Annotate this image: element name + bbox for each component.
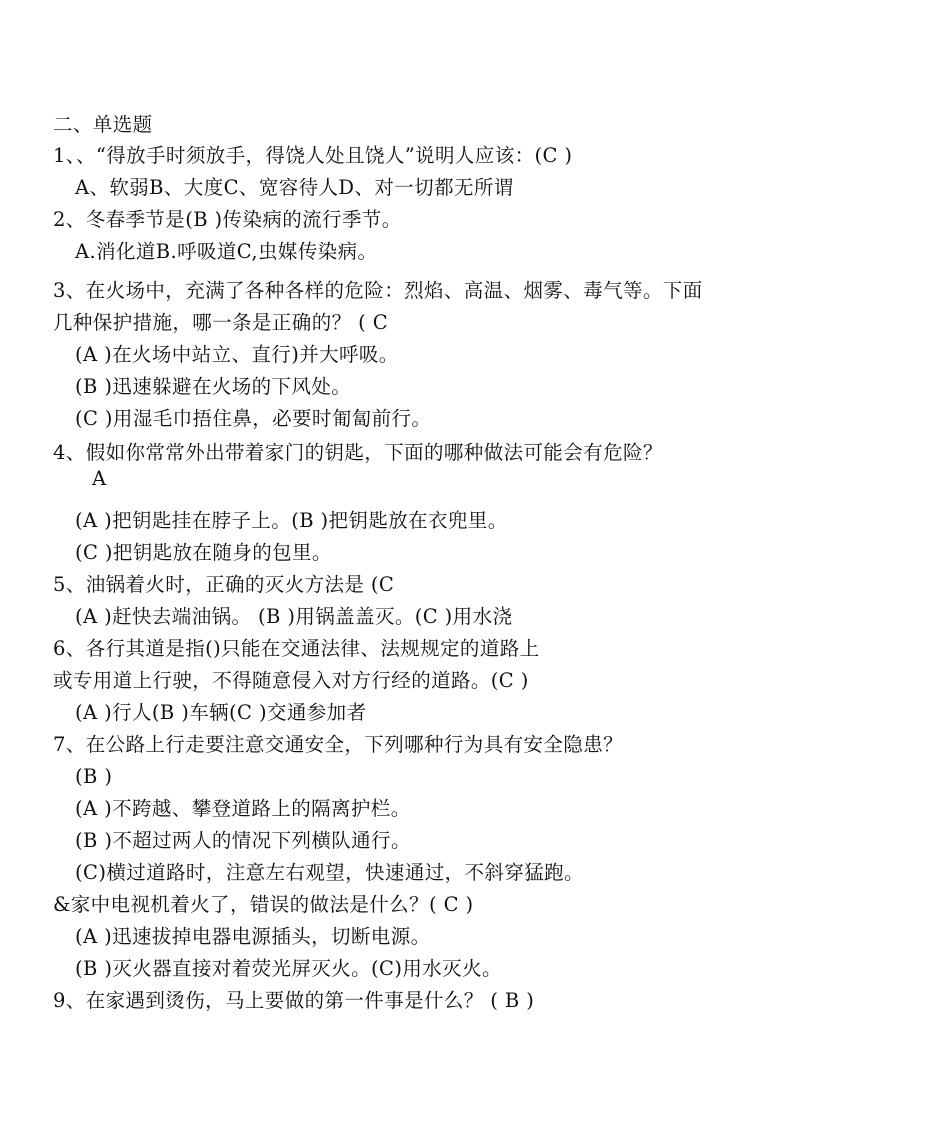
question-6-stem-continued: 或专用道上行驶，不得随意侵入对方行经的道路。(C ) — [53, 669, 529, 692]
question-2-stem: 2、冬春季节是(B )传染病的流行季节。 — [53, 208, 402, 231]
question-1-stem: 1、、“得放手时须放手，得饶人处且饶人”说明人应该：(C ) — [53, 144, 573, 167]
question-4-option-c: (C )把钥匙放在随身的包里。 — [75, 541, 332, 564]
question-7-answer: (B ) — [75, 765, 113, 788]
question-7-option-b: (B )不超过两人的情况下列横队通行。 — [75, 829, 411, 852]
question-5-stem: 5、油锅着火时，正确的灭火方法是 (C — [53, 573, 395, 596]
question-1-options: A、软弱B、大度C、宽容待人D、对一切都无所谓 — [75, 176, 514, 199]
question-7-option-c: (C)横过道路时，注意左右观望，快速通过，不斜穿猛跑。 — [75, 861, 584, 884]
question-7-stem: 7、在公路上行走要注意交通安全，下列哪种行为具有安全隐患？ — [53, 733, 624, 756]
question-2-options: A.消化道B.呼吸道C,虫媒传染病。 — [75, 240, 378, 263]
question-4-answer: A — [92, 467, 107, 490]
question-3-stem-continued: 几种保护措施，哪一条是正确的？ ( C — [53, 311, 389, 334]
question-8-stem: &家中电视机着火了，错误的做法是什么？( C ) — [53, 893, 474, 916]
question-3-stem: 3、在火场中，充满了各种各样的危险：烈焰、高温、烟雾、毒气等。下面 — [53, 279, 703, 302]
question-4-options-ab: (A )把钥匙挂在脖子上。(B )把钥匙放在衣兜里。 — [75, 509, 508, 532]
question-5-options: (A )赶快去端油锅。 (B )用锅盖盖灭。(C )用水浇 — [75, 605, 513, 628]
question-6-options: (A )行人(B )车辆(C )交通参加者 — [75, 701, 367, 724]
question-8-options-bc: (B )灭火器直接对着荧光屏灭火。(C)用水灭火。 — [75, 957, 502, 980]
question-3-option-b: (B )迅速躲避在火场的下风处。 — [75, 375, 352, 398]
question-7-option-a: (A )不跨越、攀登道路上的隔离护栏。 — [75, 797, 411, 820]
question-3-option-c: (C )用湿毛巾捂住鼻，必要时匍匐前行。 — [75, 407, 432, 430]
question-6-stem: 6、各行其道是指()只能在交通法律、法规规定的道路上 — [53, 637, 540, 660]
question-4-stem: 4、假如你常常外出带着家门的钥匙，下面的哪种做法可能会有危险？ — [53, 441, 663, 464]
section-heading: 二、单选题 — [53, 113, 153, 136]
question-8-option-a: (A )迅速拔掉电器电源插头，切断电源。 — [75, 925, 431, 948]
question-3-option-a: (A )在火场中站立、直行)并大呼吸。 — [75, 343, 399, 366]
question-9-stem: 9、在家遇到烫伤，马上要做的第一件事是什么？ ( B ) — [53, 989, 535, 1012]
